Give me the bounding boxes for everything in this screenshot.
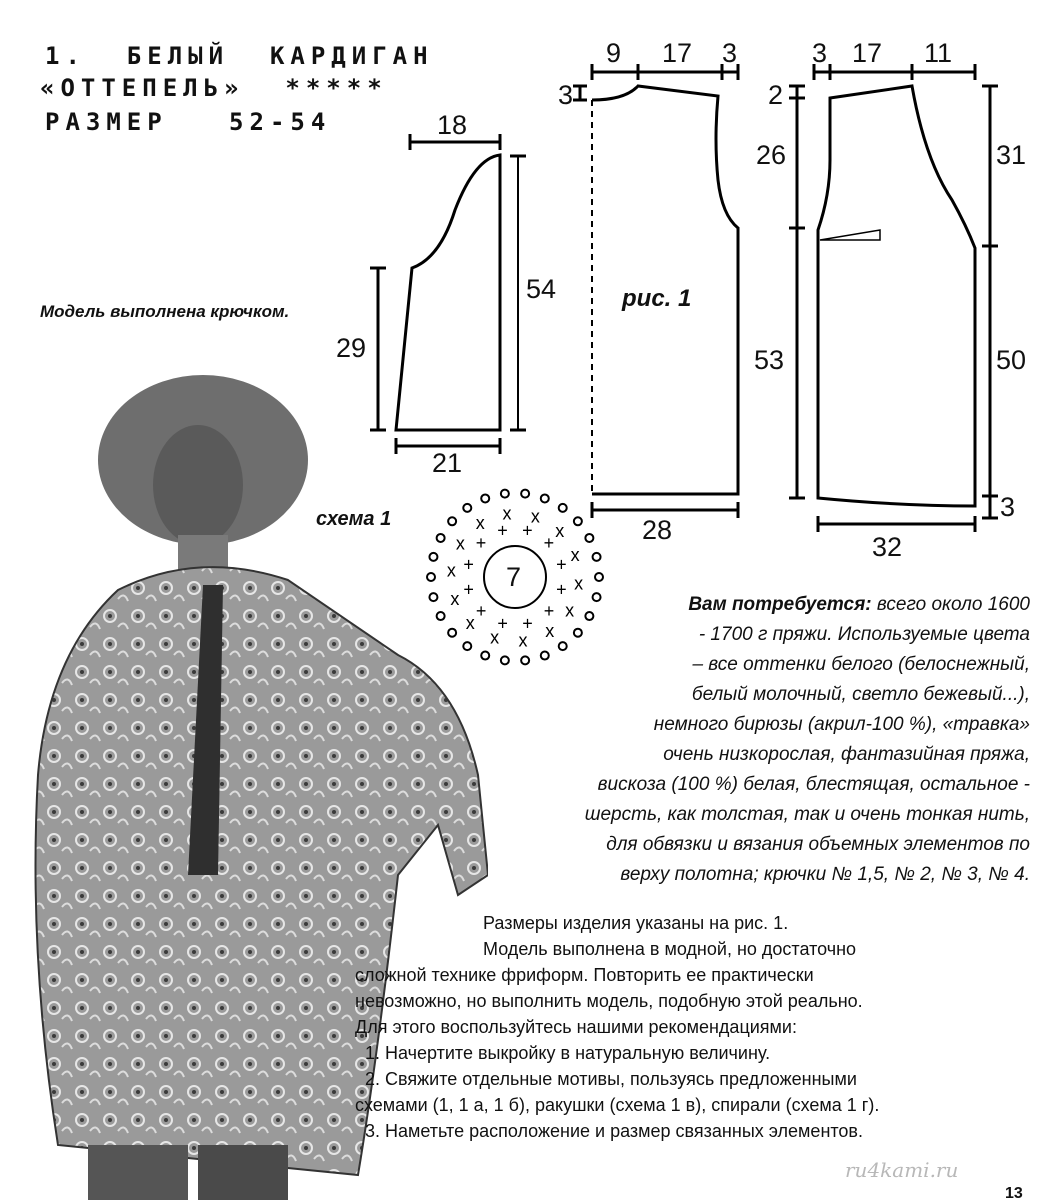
single-crochet-symbol: x: [530, 506, 540, 527]
instructions-line-4: невозможно, но выполнить модель, подобную этой реально.: [355, 991, 863, 1011]
chain-stitch-symbol: [593, 553, 601, 561]
chain-stitch-symbol: [595, 573, 603, 581]
instructions-step-2: 2. Свяжите отдельные мотивы, пользуясь предложенными: [365, 1069, 857, 1089]
sleeve-side: 29: [336, 333, 367, 363]
front-top-mid: 17: [852, 38, 883, 68]
single-crochet-symbol: +: [475, 601, 487, 622]
single-crochet-symbol: x: [490, 627, 500, 648]
chain-stitch-symbol: [521, 490, 529, 498]
single-crochet-symbol: +: [463, 554, 474, 575]
figure-label: рис. 1: [622, 285, 692, 312]
single-crochet-symbol: x: [518, 630, 528, 651]
materials-line-7: вискоза (100 %) белая, блестящая, остальное -: [597, 774, 1030, 795]
sleeve-height: 54: [526, 274, 557, 304]
materials-line-5: немного бирюзы (акрил-100 %), «травка»: [653, 714, 1030, 735]
instructions-step-2-cont: схемами (1, 1 а, 1 б), ракушки (схема 1 в), спирали (схема 1 г).: [355, 1095, 880, 1115]
materials-block: [470, 590, 1030, 890]
instructions-line-5: Для этого воспользуйтесь нашими рекомендациями:: [355, 1017, 797, 1037]
back-top-mid: 17: [662, 38, 693, 68]
front-lower-right: 50: [996, 345, 1027, 375]
back-shoulder-drop: 3: [558, 80, 574, 110]
single-crochet-symbol: x: [450, 588, 460, 609]
title-line-2: «ОТТЕПЕЛЬ» *****: [40, 74, 388, 102]
instructions-line-1: Размеры изделия указаны на рис. 1.: [483, 913, 789, 933]
single-crochet-symbol: x: [555, 521, 565, 542]
scheme-center-number: 7: [506, 562, 522, 592]
single-crochet-symbol: +: [522, 520, 533, 541]
instructions-line-3: сложной технике фриформ. Повторить ее практически: [355, 965, 814, 985]
front-neck-drop: 2: [768, 80, 784, 110]
single-crochet-symbol: +: [497, 520, 508, 541]
materials-line-6: очень низкорослая, фантазийная пряжа,: [663, 744, 1030, 765]
single-crochet-symbol: x: [465, 612, 475, 633]
materials-line-3: – все оттенки белого (белоснежный,: [692, 654, 1030, 675]
chain-stitch-symbol: [541, 494, 549, 502]
single-crochet-symbol: x: [565, 600, 575, 621]
chain-stitch-symbol: [585, 534, 593, 542]
single-crochet-symbol: +: [556, 554, 567, 575]
single-crochet-symbol: +: [543, 600, 555, 621]
single-crochet-symbol: +: [497, 613, 508, 634]
materials-lead: Вам потребуется:: [688, 594, 872, 615]
front-top-right: 11: [924, 38, 953, 68]
watermark: ru4kami.ru: [845, 1158, 959, 1182]
size-line: РАЗМЕР 52-54: [45, 108, 332, 136]
model-note: Модель выполнена крючком.: [40, 302, 290, 321]
single-crochet-symbol: x: [475, 513, 485, 534]
front-upper-left: 26: [756, 140, 787, 170]
materials-line-9: для обвязки и вязания объемных элементов по: [606, 834, 1030, 855]
front-lower-left: 53: [754, 345, 785, 375]
materials-line-2: - 1700 г пряжи. Используемые цвета: [698, 624, 1030, 645]
instructions-step-3: 3. Наметьте расположение и размер связанных элементов.: [365, 1121, 863, 1141]
chain-stitch-symbol: [559, 504, 567, 512]
back-bottom-width: 28: [642, 515, 673, 545]
single-crochet-symbol: x: [574, 573, 584, 594]
title-line-1: 1. БЕЛЫЙ КАРДИГАН: [45, 42, 434, 70]
chain-stitch-symbol: [574, 517, 582, 525]
materials-line-1: всего около 1600: [876, 594, 1030, 615]
sleeve-bottom-width: 21: [432, 448, 463, 478]
single-crochet-symbol: +: [463, 579, 474, 600]
front-pattern-shape: [789, 64, 998, 532]
single-crochet-symbol: x: [455, 533, 465, 554]
front-top-left: 3: [812, 38, 828, 68]
page-number: 13: [1005, 1185, 1023, 1202]
single-crochet-symbol: +: [475, 533, 487, 554]
single-crochet-symbol: x: [570, 545, 580, 566]
sleeve-top-width: 18: [437, 110, 468, 140]
materials-line-10: верху полотна; крючки № 1,5, № 2, № 3, № 4.: [620, 864, 1030, 885]
materials-line-4: белый молочный, светло бежевый...),: [691, 684, 1030, 705]
back-top-right: 3: [722, 38, 738, 68]
single-crochet-symbol: x: [545, 620, 555, 641]
scheme-label: схема 1: [316, 508, 392, 530]
back-top-left: 9: [606, 38, 622, 68]
single-crochet-symbol: +: [543, 532, 555, 553]
chain-stitch-symbol: [501, 490, 509, 498]
instructions-step-1: 1. Начертите выкройку в натуральную величину.: [365, 1043, 771, 1063]
front-hem: 3: [1000, 492, 1016, 522]
single-crochet-symbol: +: [556, 579, 567, 600]
instructions-line-2: Модель выполнена в модной, но достаточно: [483, 939, 857, 959]
single-crochet-symbol: x: [446, 560, 456, 581]
front-bottom-width: 32: [872, 532, 903, 562]
single-crochet-symbol: +: [522, 613, 533, 634]
single-crochet-symbol: x: [502, 503, 512, 524]
instructions-block: [355, 910, 1035, 1144]
front-upper-right: 31: [996, 140, 1027, 170]
materials-line-8: шерсть, как толстая, так и очень тонкая нить,: [584, 804, 1030, 825]
